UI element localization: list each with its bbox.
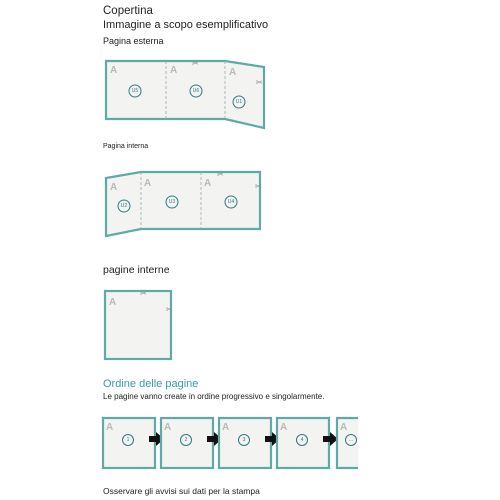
- panel-number: U1: [235, 99, 243, 105]
- internal-pages-heading: pagine interne: [103, 264, 170, 276]
- panel-mark: A: [280, 422, 288, 433]
- panel-number: U4: [227, 199, 235, 205]
- panel-number: U5: [131, 88, 139, 94]
- page-number: 1: [126, 437, 130, 443]
- outer-page-label: Pagina esterna: [103, 36, 164, 46]
- page-order-description: Le pagine vanno create in ordine progressivo e singolarmente.: [103, 392, 325, 401]
- panel-mark: A: [229, 67, 237, 78]
- panel-number: U3: [168, 199, 176, 205]
- scissors-icon: ✂: [192, 59, 199, 68]
- page-order-heading: Ordine delle pagine: [103, 378, 199, 390]
- order-page: [277, 418, 329, 468]
- panel-number: U2: [120, 203, 128, 209]
- inner-page-label: Pagina interna: [103, 143, 149, 150]
- sample-caption: Immagine a scopo esemplificativo: [103, 19, 269, 31]
- panel-mark: A: [170, 65, 178, 76]
- scissors-icon: ✂: [217, 170, 224, 179]
- scissors-icon: ✂: [166, 305, 173, 314]
- order-page: [161, 418, 213, 468]
- order-page: [337, 418, 358, 468]
- scissors-icon: ✂: [255, 182, 262, 191]
- panel-mark: A: [144, 178, 152, 189]
- panel-mark: A: [204, 178, 212, 189]
- panel-mark: A: [340, 422, 348, 433]
- panel-mark: A: [110, 182, 118, 193]
- order-page: [103, 418, 155, 468]
- scissors-icon: ✂: [256, 78, 263, 87]
- inner-page-diagram: [100, 166, 270, 246]
- page-number: 2: [184, 437, 188, 443]
- scissors-icon: ✂: [140, 289, 147, 298]
- internal-page-diagram: [100, 285, 180, 365]
- order-page: [219, 418, 271, 468]
- page-number: 4: [300, 437, 304, 443]
- page-order-diagram: [100, 412, 360, 472]
- page-number: 3: [242, 437, 246, 443]
- outer-page-diagram: [100, 55, 270, 135]
- panel-mark: A: [164, 422, 172, 433]
- panel-mark: A: [109, 297, 117, 308]
- panel-mark: A: [110, 65, 118, 76]
- print-data-notice: Osservare gli avvisi sui dati per la stampa: [103, 486, 260, 496]
- page-number: ...: [348, 437, 354, 443]
- panel-mark: A: [106, 422, 114, 433]
- cover-title: Copertina: [103, 5, 153, 17]
- panel-mark: A: [222, 422, 230, 433]
- panel-number: U6: [192, 88, 200, 94]
